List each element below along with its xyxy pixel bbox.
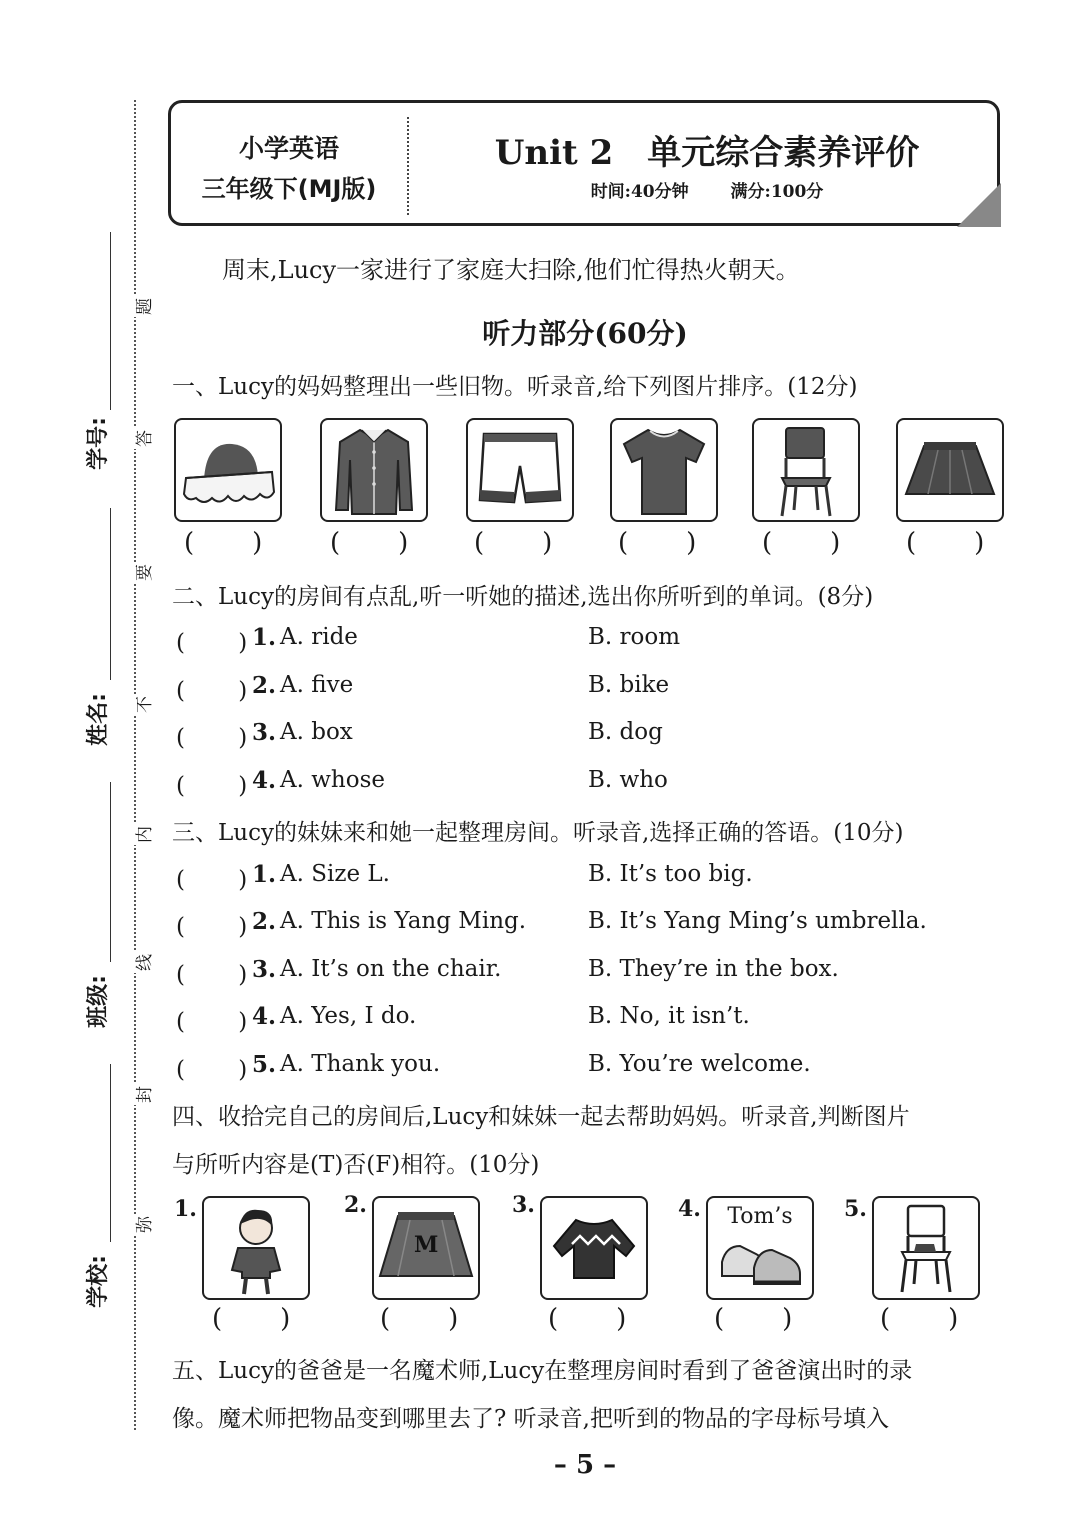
shorts-icon [466,418,574,522]
question-number: 1. [252,861,277,888]
grade: 三年级下(MJ版) [201,175,377,203]
seal-char: 内 [130,824,155,845]
seal-char: 题 [130,296,155,317]
chair-hat-icon [872,1196,980,1300]
question-number: 2. [252,908,277,935]
shoes-icon [706,1196,814,1300]
section1-title: 一、Lucy的妈妈整理出一些旧物。听录音,给下列图片排序。(12分) [172,374,858,400]
sweater-icon [540,1196,648,1300]
xingming-line [110,508,111,680]
option-b: B. It’s too big. [588,861,753,887]
header-box [168,100,1000,226]
option-a: A. Size L. [280,861,390,887]
picture-number: 5. [844,1196,867,1222]
page-title: Unit 2 单元综合素养评价 [494,133,920,173]
time-limit: 时间:40分钟 [590,182,689,202]
answer-blank[interactable]: ( ) [714,1304,795,1334]
answer-blank[interactable]: ( ) [762,528,843,558]
seal-char: 不 [130,694,155,715]
seal-char: 答 [130,428,155,449]
seal-char: 封 [130,1084,155,1105]
picture-number: 4. [678,1196,701,1222]
answer-blank[interactable]: ( ) [176,725,248,751]
option-b: B. bike [588,672,670,698]
answer-blank[interactable]: ( ) [880,1304,961,1334]
tshirt-icon [610,418,718,522]
answer-blank[interactable]: ( ) [548,1304,629,1334]
section5-title-line2: 像。魔术师把物品变到哪里去了? 听录音,把听到的物品的字母标号填入 [172,1406,889,1432]
answer-blank[interactable]: ( ) [176,1057,248,1083]
answer-blank[interactable]: ( ) [906,528,987,558]
answer-blank[interactable]: ( ) [212,1304,293,1334]
section3-title: 三、Lucy的妹妹来和她一起整理房间。听录音,选择正确的答语。(10分) [172,820,904,846]
seal-char: 线 [130,952,155,973]
option-a: A. It’s on the chair. [280,956,502,982]
answer-blank[interactable]: ( ) [176,962,248,988]
option-b: B. dog [588,719,663,745]
skirt-m-icon [372,1196,480,1300]
question-number: 5. [252,1051,277,1078]
option-b: B. They’re in the box. [588,956,839,982]
bed-icon [174,418,282,522]
answer-blank[interactable]: ( ) [330,528,411,558]
section2-title: 二、Lucy的房间有点乱,听一听她的描述,选出你所听到的单词。(8分) [172,584,874,610]
picture-number: 3. [512,1192,535,1218]
answer-blank[interactable]: ( ) [474,528,555,558]
option-b: B. It’s Yang Ming’s umbrella. [588,908,927,934]
option-a: A. Yes, I do. [280,1003,417,1029]
option-a: A. whose [280,767,385,793]
option-a: A. This is Yang Ming. [280,908,527,934]
header-divider [407,117,409,215]
seal-char: 要 [130,562,155,583]
question-number: 1. [252,624,277,651]
answer-blank[interactable]: ( ) [618,528,699,558]
question-number: 3. [252,719,277,746]
answer-blank[interactable]: ( ) [176,1009,248,1035]
answer-blank[interactable]: ( ) [176,773,248,799]
part-title: 听力部分(60分) [482,317,688,350]
skirt-letter: M [414,1232,439,1258]
answer-blank[interactable]: ( ) [380,1304,461,1334]
answer-blank[interactable]: ( ) [184,528,265,558]
option-a: A. box [280,719,353,745]
answer-blank[interactable]: ( ) [176,678,248,704]
question-number: 4. [252,767,277,794]
xingming-label: 姓名: [85,693,111,746]
answer-blank[interactable]: ( ) [176,630,248,656]
section5-title-line1: 五、Lucy的爸爸是一名魔术师,Lucy在整理房间时看到了爸爸演出时的录 [172,1358,913,1384]
full-score: 满分:100分 [730,182,824,202]
question-number: 3. [252,956,277,983]
option-b: B. room [588,624,681,650]
answer-blank[interactable]: ( ) [176,914,248,940]
subject: 小学英语 [238,134,339,163]
shirt-icon [320,418,428,522]
intro-text: 周末,Lucy一家进行了家庭大扫除,他们忙得热火朝天。 [222,256,800,284]
seal-char: 弥 [130,1214,155,1235]
section4-title-line2: 与所听内容是(T)否(F)相符。(10分) [172,1152,540,1178]
chair-icon [752,418,860,522]
xuexiao-line [110,1064,111,1242]
picture-number: 2. [344,1192,367,1218]
banji-label: 班级: [85,975,111,1028]
exam-meta [411,177,1003,202]
option-b: B. No, it isn’t. [588,1003,750,1029]
option-a: A. Thank you. [280,1051,441,1077]
skirt-icon [896,418,1004,522]
question-number: 2. [252,672,277,699]
option-b: B. You’re welcome. [588,1051,811,1077]
shoes-label: Tom’s [727,1204,793,1229]
option-b: B. who [588,767,668,793]
boy-icon [202,1196,310,1300]
page-number: – 5 – [553,1450,617,1480]
picture-number: 1. [174,1196,197,1222]
section4-title-line1: 四、收拾完自己的房间后,Lucy和妹妹一起去帮助妈妈。听录音,判断图片 [172,1104,910,1130]
xuexiao-label: 学校: [85,1255,111,1308]
xuehao-label: 学号: [85,417,111,470]
option-a: A. ride [280,624,358,650]
question-number: 4. [252,1003,277,1030]
option-a: A. five [280,672,354,698]
banji-line [110,782,111,962]
answer-blank[interactable]: ( ) [176,867,248,893]
